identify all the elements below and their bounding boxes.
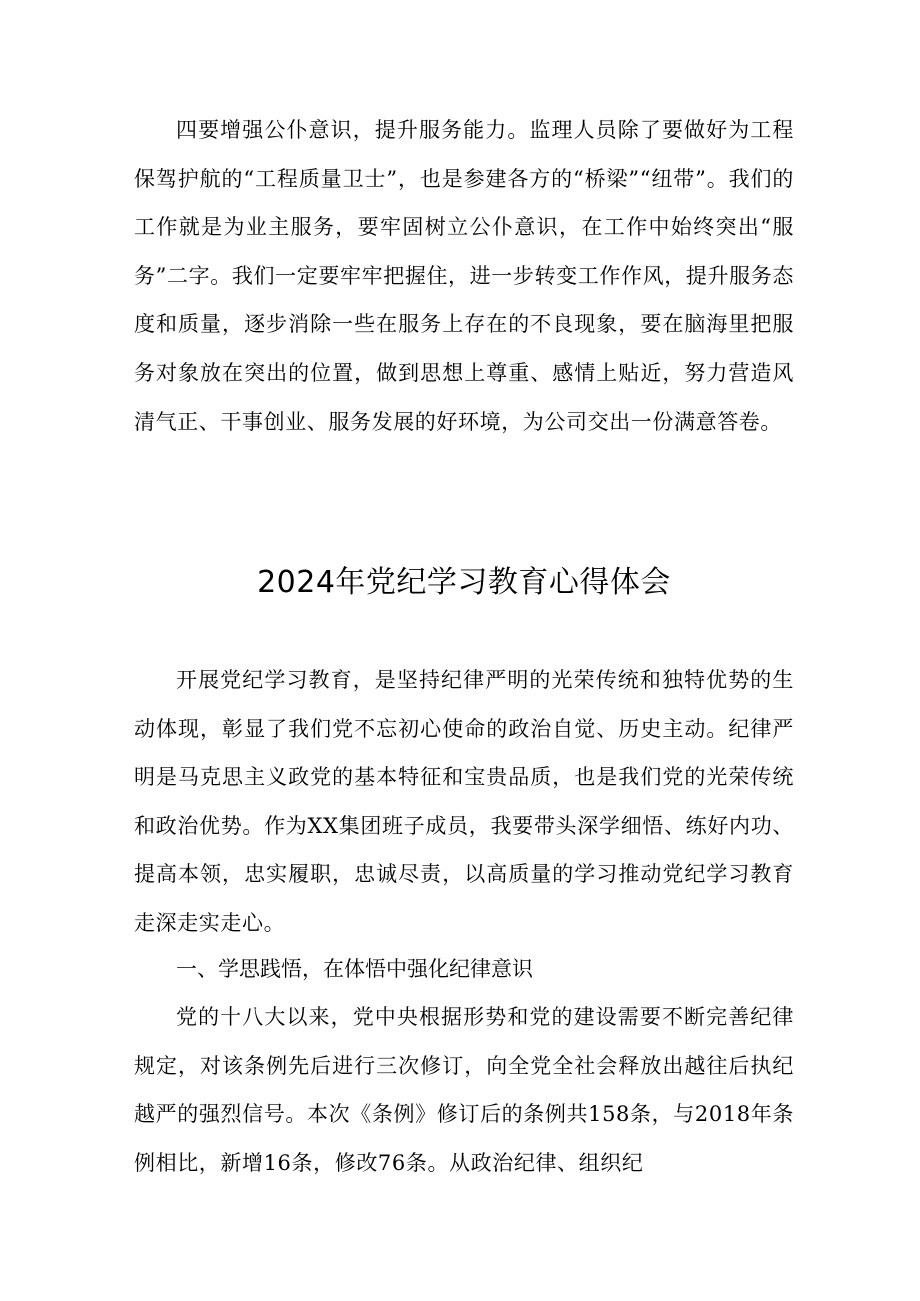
document-title: 2024年党纪学习教育心得体会	[257, 565, 671, 600]
paragraph-service-awareness: 四要增强公仆意识，提升服务能力。监理人员除了要做好为工程保驾护航的“工程质量卫士”，也是参建各方的“桥梁”“纽带”。我们的工作就是为业主服务，要牢固树立公仆意识，在工作中始终突出“服务”二字。我们一定要牢牢把握住，进一步转变工作作风，提升服务态度和质量，逐步消除一些在服务上存在的不良现象，要在脑海里把服务对象放在突出的位置，做到思想上尊重、感情上贴近，努力营造风清气正、干事创业、服务发展的好环境，为公司交出一份满意答卷。	[134, 118, 794, 434]
paragraph-intro: 开展党纪学习教育，是坚持纪律严明的光荣传统和独特优势的生动体现，彰显了我们党不忘初心使命的政治自觉、历史主动。纪律严明是马克思主义政党的基本特征和宝贵品质，也是我们党的光荣传统和政治优势。作为XX集团班子成员，我要带头深学细悟、练好内功、提高本领，忠实履职，忠诚尽责，以高质量的学习推动党纪学习教育走深走实走心。	[134, 668, 794, 935]
paragraph-regulations: 党的十八大以来，党中央根据形势和党的建设需要不断完善纪律规定，对该条例先后进行三次修订，向全党全社会释放出越往后执纪越严的强烈信号。本次《条例》修订后的条例共158条，与2018年条例相比，新增16条，修改76条。从政治纪律、组织纪	[134, 1005, 794, 1175]
section-heading-1: 一、学思践悟，在体悟中强化纪律意识	[176, 957, 533, 981]
